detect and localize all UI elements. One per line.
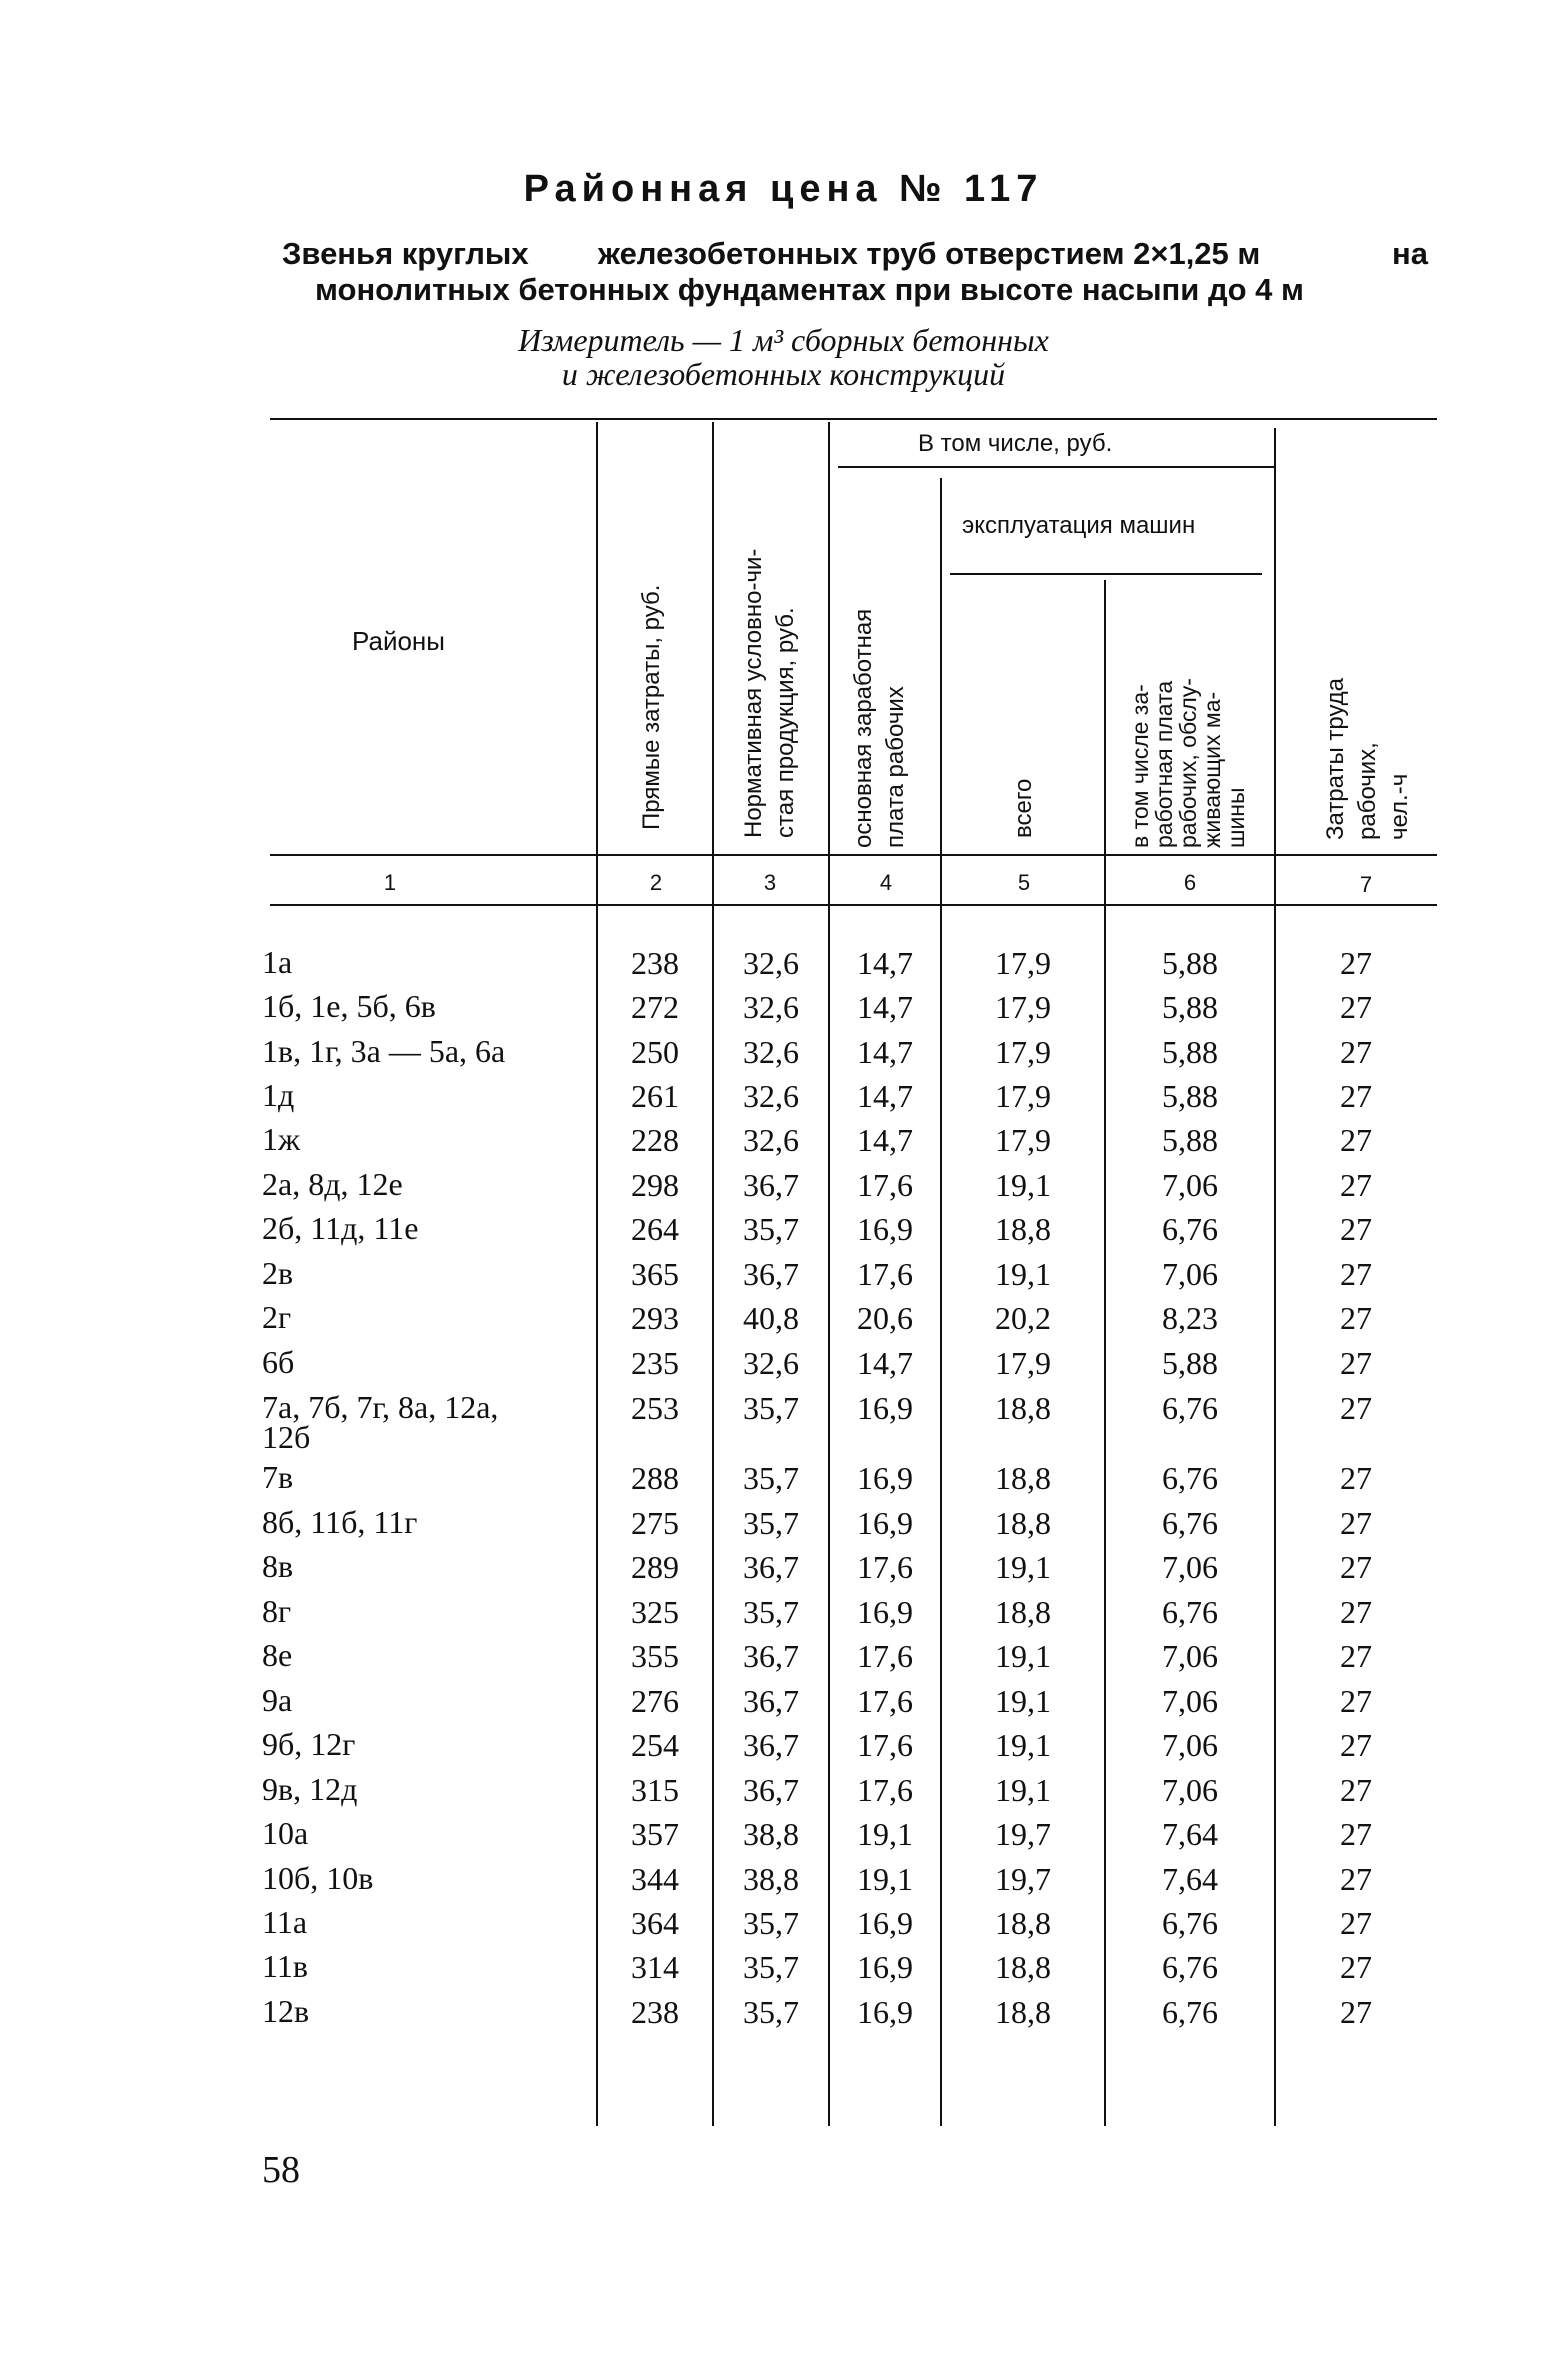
cell-c4: 16,9: [857, 1460, 913, 1496]
cell-c4: 17,6: [857, 1772, 913, 1808]
cell-c5: 19,1: [995, 1256, 1051, 1292]
region-name: [262, 1682, 293, 1718]
cell-c2: 264: [631, 1211, 679, 1247]
cell-c5: 18,8: [995, 1211, 1051, 1247]
cell-c7: 27: [1340, 1078, 1372, 1114]
cell-c7: 27: [1340, 1460, 1372, 1496]
header-total: [1008, 779, 1040, 838]
cell-c5: 18,8: [995, 1390, 1051, 1426]
cell-c6: 6,76: [1162, 1905, 1218, 1941]
page-number: 58: [262, 2149, 300, 2191]
cell-c6: 8,23: [1162, 1300, 1218, 1336]
subtitle-line2: монолитных бетонных фундаментах при высоте насыпи до 4 м: [315, 272, 1304, 307]
cell-c2: 235: [631, 1345, 679, 1381]
header-labor-l2: чел.-ч: [1386, 773, 1413, 840]
cell-c7: 27: [1340, 1727, 1372, 1763]
cell-c7: 27: [1340, 1345, 1372, 1381]
colnum-5: 5: [1017, 870, 1031, 895]
region-name-line: 9б, 12г: [262, 1726, 356, 1762]
region-name-line: 8г: [262, 1593, 292, 1629]
cell-c2: 314: [631, 1949, 679, 1985]
cell-c6: 7,64: [1162, 1816, 1218, 1852]
cell-c7: 27: [1340, 1034, 1372, 1070]
cell-c6: 6,76: [1162, 1949, 1218, 1985]
cell-c5: 17,9: [995, 1345, 1051, 1381]
cell-c3: 32,6: [743, 1122, 799, 1158]
header-wages: [848, 609, 912, 848]
cell-c7: 27: [1340, 945, 1372, 981]
header-mach-wages-l1: в том числе за-: [1127, 684, 1153, 848]
cell-c4: 20,6: [857, 1300, 913, 1336]
cell-c3: 35,7: [743, 1994, 799, 2030]
region-name-line: 7в: [262, 1459, 294, 1495]
cell-c6: 6,76: [1162, 1460, 1218, 1496]
header-wages-l2: плата рабочих: [882, 686, 909, 848]
region-name-line2: 12б: [262, 1419, 311, 1455]
cell-c5: 19,7: [995, 1861, 1051, 1897]
cell-c2: 250: [631, 1034, 679, 1070]
region-name: [262, 1255, 294, 1291]
cell-c3: 36,7: [743, 1256, 799, 1292]
cell-c5: 17,9: [995, 1034, 1051, 1070]
cell-c5: 19,7: [995, 1816, 1051, 1852]
region-name: [262, 1389, 499, 1455]
region-name-line: 1а: [262, 944, 293, 980]
region-name: [262, 944, 293, 980]
cell-c4: 17,6: [857, 1549, 913, 1585]
cell-c2: 325: [631, 1594, 679, 1630]
cell-c7: 27: [1340, 1594, 1372, 1630]
header-normative-l1: Нормативная условно-чи-: [740, 548, 767, 838]
cell-c5: 19,1: [995, 1638, 1051, 1674]
cell-c3: 36,7: [743, 1683, 799, 1719]
table-top-rule: [270, 418, 1437, 420]
header-machines: эксплуатация машин: [962, 512, 1196, 539]
cell-c2: 254: [631, 1727, 679, 1763]
header-mach-wages-l4: живающих ма-: [1199, 691, 1225, 848]
cell-c2: 364: [631, 1905, 679, 1941]
header-mach-wages-l2: работная плата: [1151, 680, 1177, 848]
cell-c2: 365: [631, 1256, 679, 1292]
cell-c4: 14,7: [857, 1078, 913, 1114]
colnum-7: 7: [1359, 872, 1373, 897]
cell-c6: 7,06: [1162, 1727, 1218, 1763]
header-machine-wages: [1128, 678, 1248, 848]
cell-c6: 5,88: [1162, 1345, 1218, 1381]
colnum-6: 6: [1183, 870, 1197, 895]
colnum-4: 4: [879, 870, 893, 895]
cell-c7: 27: [1340, 1505, 1372, 1541]
header-mach-wages-l5: шины: [1223, 787, 1249, 848]
colnum-bottom-rule: [270, 904, 1437, 906]
cell-c7: 27: [1340, 1816, 1372, 1852]
region-name: [262, 1904, 308, 1940]
cell-c6: 5,88: [1162, 945, 1218, 981]
cell-c7: 27: [1340, 1390, 1372, 1426]
region-name-line: 1д: [262, 1077, 295, 1113]
cell-c7: 27: [1340, 1772, 1372, 1808]
cell-c2: 355: [631, 1638, 679, 1674]
cell-c3: 36,7: [743, 1727, 799, 1763]
cell-c3: 36,7: [743, 1772, 799, 1808]
region-name-line: 9а: [262, 1682, 293, 1718]
region-name-line: 2в: [262, 1255, 294, 1291]
region-name-line: 7а, 7б, 7г, 8а, 12а,: [262, 1389, 499, 1425]
region-name: [262, 1993, 310, 2029]
cell-c5: 18,8: [995, 1505, 1051, 1541]
colnum-2: 2: [649, 870, 663, 895]
cell-c6: 7,06: [1162, 1772, 1218, 1808]
region-name: [262, 1860, 374, 1896]
region-name: [262, 1033, 506, 1069]
cell-c3: 36,7: [743, 1638, 799, 1674]
cell-c2: 298: [631, 1167, 679, 1203]
cell-c4: 14,7: [857, 989, 913, 1025]
cell-c4: 14,7: [857, 1034, 913, 1070]
header-labor-l1: Затраты труда рабочих,: [1322, 677, 1381, 840]
region-name-line: 8е: [262, 1637, 293, 1673]
cell-c2: 344: [631, 1861, 679, 1897]
cell-c6: 5,88: [1162, 989, 1218, 1025]
cell-c4: 17,6: [857, 1167, 913, 1203]
cell-c2: 275: [631, 1505, 679, 1541]
cell-c4: 14,7: [857, 1122, 913, 1158]
cell-c6: 6,76: [1162, 1390, 1218, 1426]
cell-c4: 17,6: [857, 1683, 913, 1719]
cell-c7: 27: [1340, 1638, 1372, 1674]
header-direct-costs: [636, 585, 668, 830]
cell-c4: 16,9: [857, 1505, 913, 1541]
colnum-3: 3: [763, 870, 777, 895]
cell-c7: 27: [1340, 1994, 1372, 2030]
header-labor: [1320, 593, 1416, 840]
cell-c4: 17,6: [857, 1638, 913, 1674]
cell-c3: 32,6: [743, 989, 799, 1025]
cell-c7: 27: [1340, 1300, 1372, 1336]
region-name: [262, 1948, 308, 1984]
region-name: [262, 1077, 295, 1113]
cell-c7: 27: [1340, 1211, 1372, 1247]
region-name-line: 8в: [262, 1548, 294, 1584]
cell-c4: 16,9: [857, 1994, 913, 2030]
header-wages-l1: основная заработная: [850, 608, 877, 848]
cell-c2: 289: [631, 1549, 679, 1585]
cell-c6: 7,64: [1162, 1861, 1218, 1897]
including-rule: [838, 466, 1274, 468]
cell-c5: 19,1: [995, 1167, 1051, 1203]
cell-c6: 6,76: [1162, 1505, 1218, 1541]
region-name-line: 11в: [262, 1948, 308, 1984]
cell-c3: 35,7: [743, 1505, 799, 1541]
region-name: [262, 1504, 418, 1540]
cell-c6: 5,88: [1162, 1122, 1218, 1158]
header-regions: Районы: [352, 626, 445, 656]
header-mach-wages-l3: рабочих, обслу-: [1175, 678, 1201, 848]
region-name-line: 2а, 8д, 12е: [262, 1166, 403, 1202]
cell-c3: 36,7: [743, 1549, 799, 1585]
region-name-line: 9в, 12д: [262, 1771, 358, 1807]
region-name: [262, 1344, 295, 1380]
cell-c2: 357: [631, 1816, 679, 1852]
region-name: [262, 1548, 294, 1584]
cell-c4: 16,9: [857, 1211, 913, 1247]
cell-c6: 7,06: [1162, 1549, 1218, 1585]
cell-c2: 315: [631, 1772, 679, 1808]
cell-c5: 18,8: [995, 1905, 1051, 1941]
measure-line2: и железобетонных конструкций: [561, 356, 1006, 392]
cell-c4: 17,6: [857, 1727, 913, 1763]
cell-c6: 6,76: [1162, 1994, 1218, 2030]
cell-c2: 276: [631, 1683, 679, 1719]
subtitle-line1-right: железобетонных труб отверстием 2×1,25 м: [598, 236, 1261, 271]
cell-c3: 32,6: [743, 945, 799, 981]
cell-c2: 238: [631, 1994, 679, 2030]
header-bottom-rule: [270, 854, 1437, 856]
cell-c7: 27: [1340, 1167, 1372, 1203]
region-name: [262, 1593, 292, 1629]
region-name-line: 8б, 11б, 11г: [262, 1504, 418, 1540]
region-name-line: 1в, 1г, 3а — 5а, 6а: [262, 1033, 506, 1069]
region-name-line: 2б, 11д, 11е: [262, 1210, 419, 1246]
cell-c4: 16,9: [857, 1905, 913, 1941]
cell-c3: 35,7: [743, 1594, 799, 1630]
cell-c6: 6,76: [1162, 1594, 1218, 1630]
cell-c6: 7,06: [1162, 1638, 1218, 1674]
cell-c3: 35,7: [743, 1949, 799, 1985]
cell-c4: 17,6: [857, 1256, 913, 1292]
region-name: [262, 1771, 358, 1807]
cell-c4: 14,7: [857, 945, 913, 981]
cell-c5: 19,1: [995, 1727, 1051, 1763]
cell-c5: 17,9: [995, 989, 1051, 1025]
cell-c5: 19,1: [995, 1683, 1051, 1719]
header-normative-l2: стая продукция, руб.: [772, 607, 799, 838]
cell-c2: 228: [631, 1122, 679, 1158]
cell-c6: 5,88: [1162, 1078, 1218, 1114]
cell-c5: 17,9: [995, 945, 1051, 981]
region-name: [262, 1210, 419, 1246]
subtitle-line1-end: на: [1392, 236, 1428, 271]
cell-c2: 272: [631, 989, 679, 1025]
cell-c4: 16,9: [857, 1594, 913, 1630]
cell-c5: 17,9: [995, 1078, 1051, 1114]
region-name-line: 11а: [262, 1904, 308, 1940]
cell-c2: 261: [631, 1078, 679, 1114]
cell-c3: 32,6: [743, 1078, 799, 1114]
cell-c2: 253: [631, 1390, 679, 1426]
region-name-line: 1б, 1е, 5б, 6в: [262, 988, 436, 1024]
cell-c2: 238: [631, 945, 679, 981]
region-name-line: 1ж: [262, 1121, 301, 1157]
machines-rule: [950, 573, 1262, 575]
cell-c5: 18,8: [995, 1460, 1051, 1496]
cell-c5: 17,9: [995, 1122, 1051, 1158]
cell-c5: 18,8: [995, 1994, 1051, 2030]
cell-c5: 20,2: [995, 1300, 1051, 1336]
cell-c6: 6,76: [1162, 1211, 1218, 1247]
region-name: [262, 1815, 309, 1851]
cell-c7: 27: [1340, 1683, 1372, 1719]
cell-c3: 35,7: [743, 1390, 799, 1426]
cell-c5: 18,8: [995, 1594, 1051, 1630]
cell-c3: 35,7: [743, 1905, 799, 1941]
cell-c3: 35,7: [743, 1211, 799, 1247]
cell-c4: 19,1: [857, 1816, 913, 1852]
header-normative: [738, 549, 802, 838]
cell-c6: 7,06: [1162, 1256, 1218, 1292]
cell-c2: 293: [631, 1300, 679, 1336]
colnum-1: 1: [383, 870, 397, 895]
cell-c5: 19,1: [995, 1772, 1051, 1808]
cell-c2: 288: [631, 1460, 679, 1496]
cell-c7: 27: [1340, 1256, 1372, 1292]
region-name: [262, 988, 436, 1024]
page-title: Районная цена № 117: [523, 168, 1044, 210]
cell-c4: 19,1: [857, 1861, 913, 1897]
cell-c3: 38,8: [743, 1816, 799, 1852]
cell-c5: 19,1: [995, 1549, 1051, 1585]
header-including: В том числе, руб.: [918, 430, 1113, 457]
cell-c3: 35,7: [743, 1460, 799, 1496]
region-name: [262, 1121, 301, 1157]
cell-c5: 18,8: [995, 1949, 1051, 1985]
cell-c6: 7,06: [1162, 1683, 1218, 1719]
cell-c7: 27: [1340, 1905, 1372, 1941]
cell-c6: 7,06: [1162, 1167, 1218, 1203]
region-name-line: 12в: [262, 1993, 310, 2029]
cell-c4: 16,9: [857, 1949, 913, 1985]
region-name: [262, 1637, 293, 1673]
cell-c3: 40,8: [743, 1300, 799, 1336]
cell-c7: 27: [1340, 1549, 1372, 1585]
region-name: [262, 1166, 403, 1202]
cell-c3: 38,8: [743, 1861, 799, 1897]
measure-line1: Измеритель — 1 м³ сборных бетонных: [518, 322, 1049, 358]
region-name-line: 6б: [262, 1344, 295, 1380]
region-name-line: 10а: [262, 1815, 309, 1851]
cell-c7: 27: [1340, 1949, 1372, 1985]
header-total-text: всего: [1010, 778, 1037, 838]
region-name-line: 2г: [262, 1299, 292, 1335]
subtitle-line1-left: Звенья круглых: [282, 236, 529, 271]
cell-c7: 27: [1340, 1122, 1372, 1158]
region-name: [262, 1299, 292, 1335]
cell-c6: 5,88: [1162, 1034, 1218, 1070]
region-name: [262, 1459, 294, 1495]
region-name: [262, 1726, 356, 1762]
cell-c7: 27: [1340, 989, 1372, 1025]
cell-c4: 16,9: [857, 1390, 913, 1426]
cell-c3: 32,6: [743, 1034, 799, 1070]
cell-c7: 27: [1340, 1861, 1372, 1897]
header-direct-costs-text: Прямые затраты, руб.: [638, 584, 665, 830]
cell-c4: 14,7: [857, 1345, 913, 1381]
cell-c3: 36,7: [743, 1167, 799, 1203]
region-name-line: 10б, 10в: [262, 1860, 374, 1896]
cell-c3: 32,6: [743, 1345, 799, 1381]
